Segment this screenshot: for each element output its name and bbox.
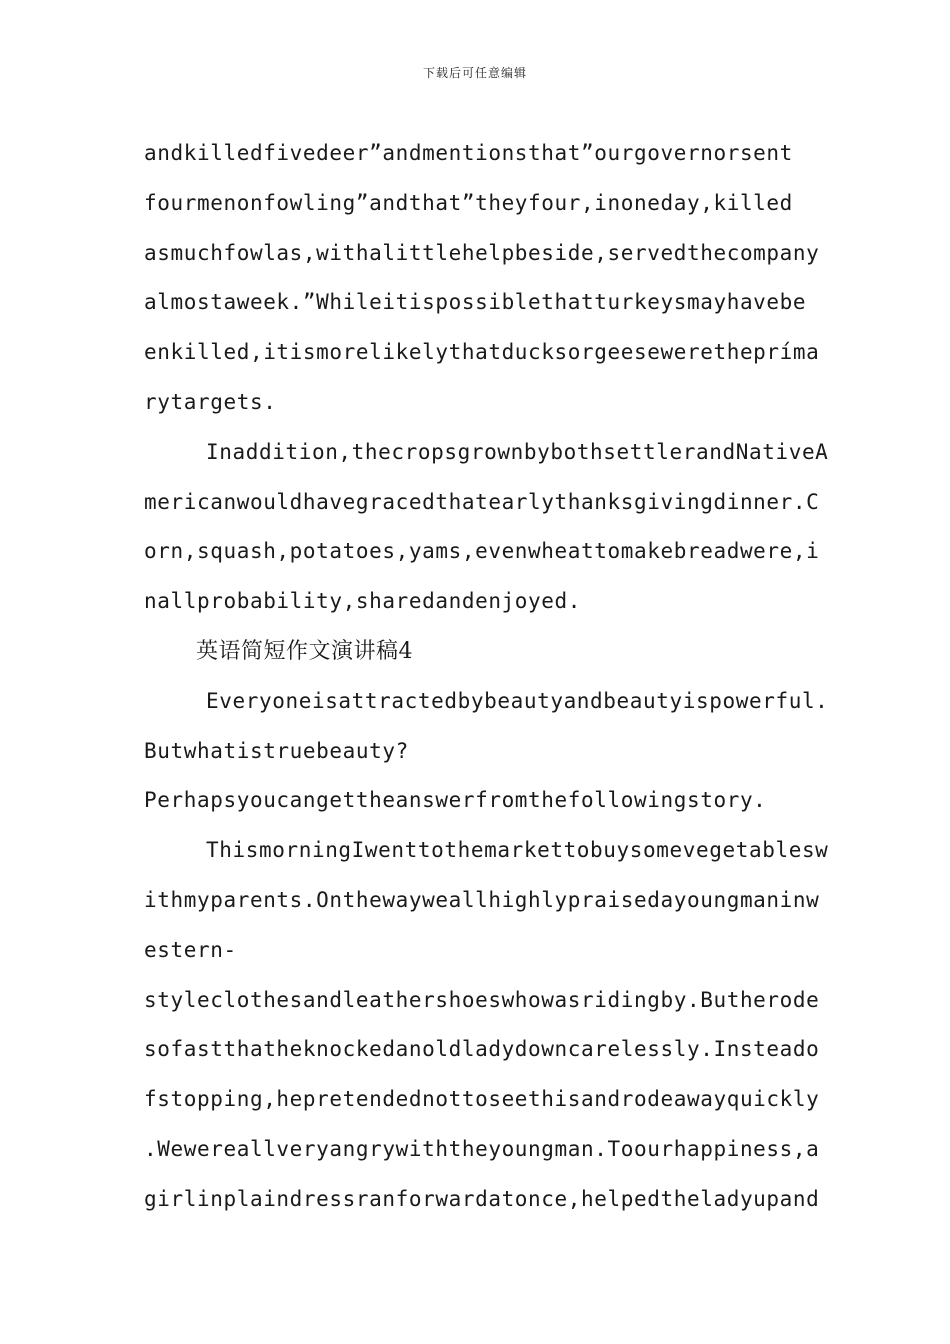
- text-line: orn,squash,potatoes,yams,evenwheattomakebreadwere,i: [144, 539, 820, 564]
- paragraph-start-line: Inaddition,thecropsgrownbybothsettlerandNativeA: [206, 439, 829, 464]
- text-line: sofastthatheknockedanoldladydowncarelessly.Insteado: [144, 1037, 820, 1062]
- text-line: Perhapsyoucangettheanswerfromthefollowingstory.: [144, 788, 767, 813]
- text-line: rytargets.: [144, 389, 277, 414]
- text-line: almostaweek.”Whileitispossiblethatturkeysmayhavebe: [144, 290, 807, 315]
- text-line: asmuchfowlas,withalittlehelpbeside,servedthecompany: [144, 240, 820, 265]
- text-line: fourmenonfowling”andthat”theyfour,inoneday,killed: [144, 190, 793, 215]
- text-line: Butwhatistruebeauty?: [144, 738, 409, 763]
- page-header: 下载后可任意编辑: [422, 66, 527, 80]
- document-body: [144, 129, 829, 1225]
- text-line: nallprobability,sharedandenjoyed.: [144, 589, 582, 614]
- paragraph-start-line: Everyoneisattractedbybeautyandbeautyispowerful.: [206, 688, 829, 713]
- text-line: andkilledfivedeer”andmentionsthat”ourgovernorsent: [144, 141, 793, 165]
- text-line: girlinplaindressranforwardatonce,helpedtheladyupand: [144, 1186, 820, 1211]
- section-heading: 英语简短作文演讲稿4: [196, 638, 413, 664]
- text-line: mericanwouldhavegracedthatearlythanksgivingdinner.C: [144, 489, 820, 514]
- text-line: ithmyparents.Onthewayweallhighlypraisedayoungmaninw: [144, 887, 820, 912]
- text-line: .Wewereallveryangrywiththeyoungman.Toourhappiness,a: [144, 1136, 820, 1161]
- text-line: estern-: [144, 937, 237, 962]
- paragraph-start-line: ThismorningIwenttothemarkettobuysomevegetablesw: [206, 838, 829, 863]
- text-line: fstopping,hepretendednottoseethisandrodeawayquickly: [144, 1087, 820, 1112]
- text-line: enkilled,itismorelikelythatducksorgeesewerethepríma: [144, 340, 820, 365]
- text-line: styleclothesandleathershoeswhowasridingby.Butherode: [144, 987, 820, 1012]
